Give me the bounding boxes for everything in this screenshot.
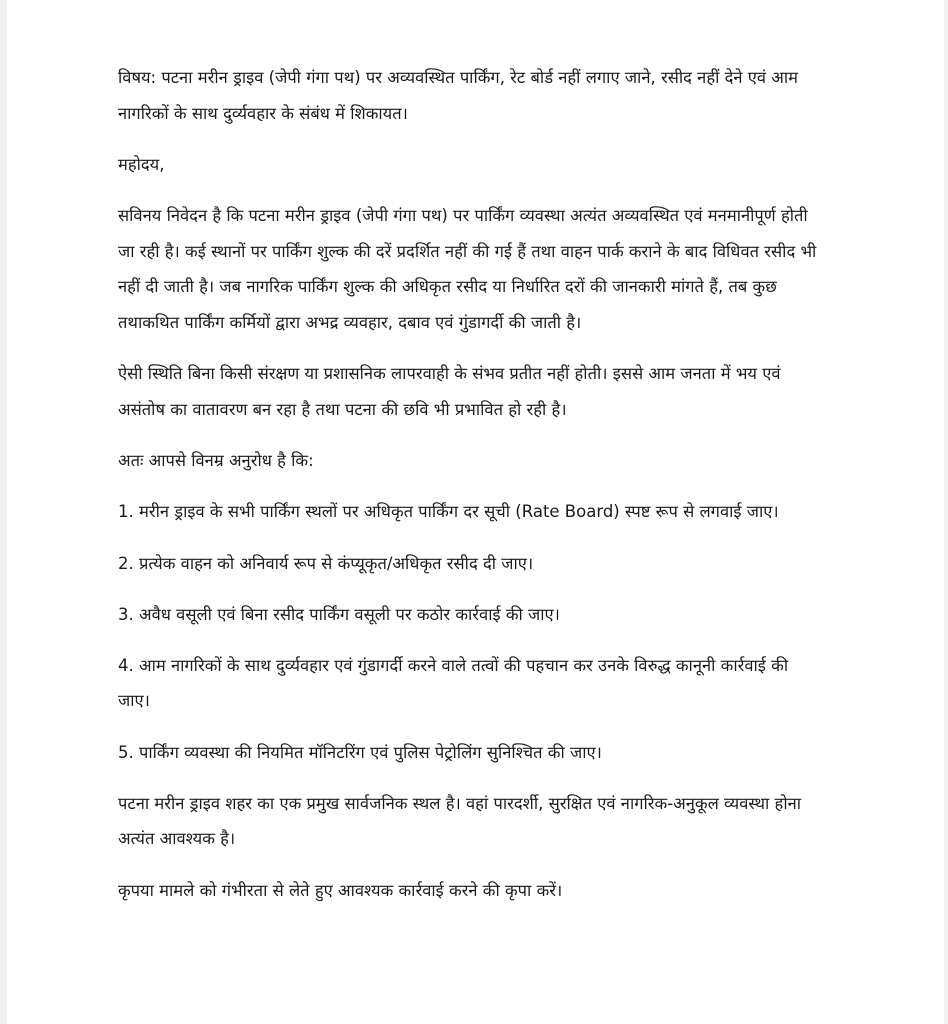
subject-line: विषय: पटना मरीन ड्राइव (जेपी गंगा पथ) पर अव्यवस्थित पार्किंग, रेट बोर्ड नहीं लगाए जाने, रसीद नहीं देने एवं आम नागरिकों के साथ दुर्व्यवहार के संबंध में शिकायत।	[118, 68, 799, 123]
letter-body	[118, 60, 818, 924]
paragraph-2: ऐसी स्थिति बिना किसी संरक्षण या प्रशासनिक लापरवाही के संभव प्रतीत नहीं होती। इससे आम जनता में भय एवं असंतोष का वातावरण बन रहा है तथा पटना की छवि भी प्रभावित हो रही है।	[118, 364, 781, 419]
request-intro: अतः आपसे विनम्र अनुरोध है कि:	[118, 451, 314, 470]
request-item-1: 1. मरीन ड्राइव के सभी पार्किंग स्थलों पर अधिकृत पार्किंग दर सूची (Rate Board) स्पष्ट रूप से लगवाई जाए।	[118, 502, 779, 521]
page-left-edge	[0, 0, 7, 1024]
request-item-5: 5. पार्किंग व्यवस्था की नियमित मॉनिटरिंग एवं पुलिस पेट्रोलिंग सुनिश्चित की जाए।	[118, 742, 602, 762]
request-item-2: 2. प्रत्येक वाहन को अनिवार्य रूप से कंप्यूकृत/अधिकृत रसीद दी जाए।	[118, 553, 534, 573]
paragraph-3: पटना मरीन ड्राइव शहर का एक प्रमुख सार्वजनिक स्थल है। वहां पारदर्शी, सुरक्षित एवं नागरिक-अनुकूल व्यवस्था होना अत्यंत आवश्यक है।	[118, 793, 802, 848]
salutation: महोदय,	[118, 155, 165, 174]
paragraph-1: सविनय निवेदन है कि पटना मरीन ड्राइव (जेपी गंगा पथ) पर पार्किंग व्यवस्था अत्यंत अव्यवस्थित एवं मनमानीपूर्ण होती जा रही है। कई स्थानों पर पार्किंग शुल्क की दरें प्रदर्शित नहीं की गई हैं तथा वाहन पार्क कराने के बाद विधिवत रसीद भी नहीं दी जाती है। जब नागरिक पार्किंग शुल्क की अधिकृत रसीद या निर्धारित दरों की जानकारी मांगते हैं, तब कुछ तथाकथित पार्किंग कर्मियों द्वारा अभद्र व्यवहार, दबाव एवं गुंडागर्दी की जाती है।	[118, 206, 817, 332]
request-item-3: 3. अवैध वसूली एवं बिना रसीद पार्किंग वसूली पर कठोर कार्रवाई की जाए।	[118, 604, 560, 624]
closing-line: कृपया मामले को गंभीरता से लेते हुए आवश्यक कार्रवाई करने की कृपा करें।	[118, 880, 563, 900]
page-right-edge	[944, 0, 948, 1024]
request-item-4: 4. आम नागरिकों के साथ दुर्व्यवहार एवं गुंडागर्दी करने वाले तत्वों की पहचान कर उनके विरुद्ध कानूनी कार्रवाई की जाए।	[118, 655, 789, 710]
